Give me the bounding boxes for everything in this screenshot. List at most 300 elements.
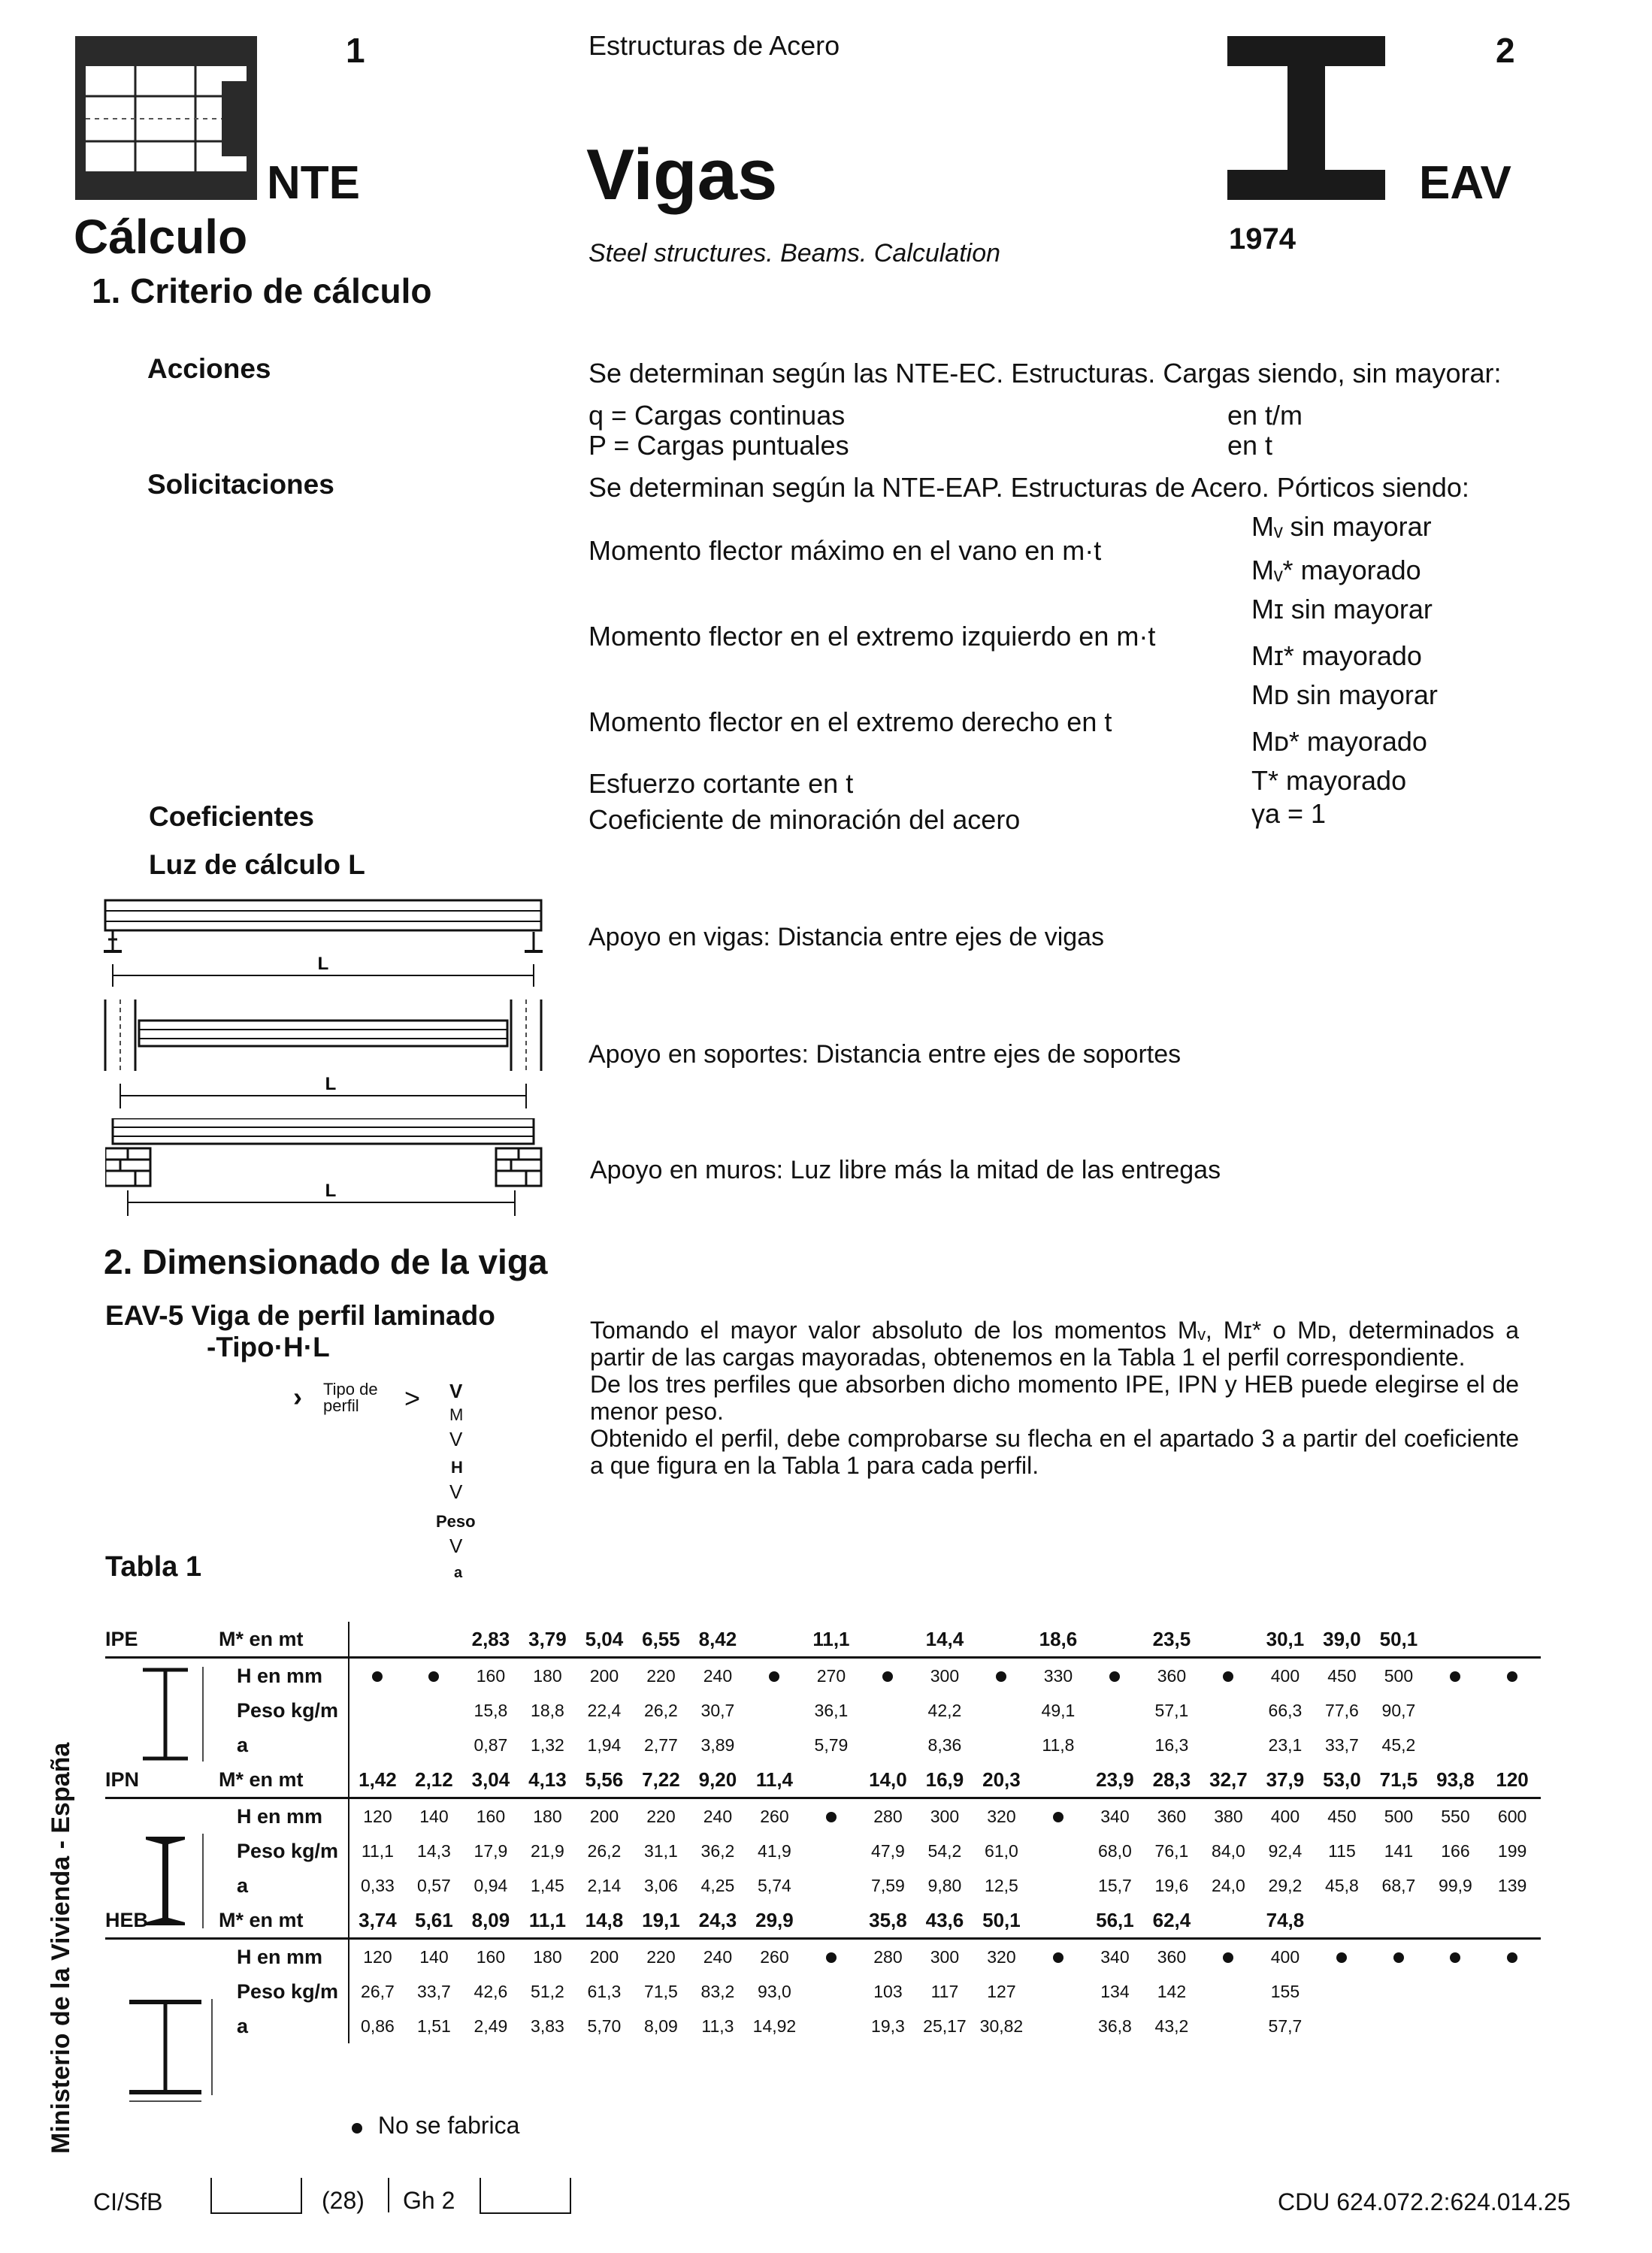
no-fabrica-dot-icon <box>1053 1812 1064 1822</box>
h-row-label: H en mm <box>219 1658 349 1694</box>
m-cell <box>1200 1903 1257 1939</box>
peso-row-label: Peso kg/m <box>237 1979 339 2003</box>
h-cell: 380 <box>1200 1798 1257 1834</box>
no-fabrica-dot-icon <box>996 1671 1006 1682</box>
m-row-label: M* en mt <box>219 1627 304 1650</box>
profile-name: IPN <box>105 1768 140 1791</box>
h-cell <box>406 1658 463 1694</box>
luz-label: Luz de cálculo L <box>149 849 365 880</box>
diagram-L-label: L <box>317 954 329 974</box>
h-cell <box>1030 1939 1087 1975</box>
m-cell <box>1484 1903 1541 1939</box>
legend <box>352 2112 519 2140</box>
a-cell: 23,1 <box>1268 1734 1303 1755</box>
m-cell: 23,5 <box>1152 1627 1191 1650</box>
a-cell <box>803 2009 860 2043</box>
h-cell: 500 <box>1370 1798 1427 1834</box>
m-cell: 14,0 <box>869 1768 907 1791</box>
peso-cell: 77,6 <box>1325 1700 1359 1720</box>
h-cell: 320 <box>973 1939 1030 1975</box>
h-cell: 280 <box>860 1939 917 1975</box>
a-cell: 0,87 <box>474 1734 508 1755</box>
peso-cell: 61,0 <box>985 1840 1018 1861</box>
peso-cell <box>1427 1974 1484 2009</box>
a-cell: 45,2 <box>1381 1734 1416 1755</box>
solicitaciones-text: Se determinan según la NTE-EAP. Estructuras de Acero. Pórticos siendo: <box>588 472 1469 503</box>
h-cell <box>1314 1939 1371 1975</box>
flow-chevron-icon: › <box>293 1381 302 1412</box>
h-cell <box>803 1798 860 1834</box>
h-cell: 300 <box>916 1658 973 1694</box>
a-cell: 4,25 <box>700 1875 735 1895</box>
a-cell: 8,36 <box>927 1734 962 1755</box>
peso-row-label: Peso kg/m <box>237 1839 339 1862</box>
m-cell: 19,1 <box>642 1908 680 1931</box>
h-cell: 220 <box>633 1798 690 1834</box>
h-cell: 450 <box>1314 1658 1371 1694</box>
peso-cell: 92,4 <box>1268 1840 1303 1861</box>
acciones-q: q = Cargas continuas <box>588 400 846 431</box>
a-cell: 29,2 <box>1268 1875 1303 1895</box>
table-row <box>105 2009 1541 2043</box>
a-cell: 11,3 <box>701 2016 734 2036</box>
peso-cell: 68,0 <box>1098 1840 1132 1861</box>
a-cell <box>1087 1728 1144 1762</box>
a-cell: 8,09 <box>644 2016 678 2036</box>
m-cell: 20,3 <box>982 1768 1021 1791</box>
peso-cell: 61,3 <box>587 1981 622 2001</box>
a-cell: 45,8 <box>1325 1875 1359 1895</box>
mi-desc: Momento flector en el extremo izquierdo en m·t <box>588 621 1156 652</box>
h-cell: 300 <box>916 1798 973 1834</box>
m-cell: 7,22 <box>642 1768 680 1791</box>
h-cell: 120 <box>349 1798 406 1834</box>
a-cell: 0,57 <box>417 1875 451 1895</box>
m-cell: 5,56 <box>585 1768 624 1791</box>
no-fabrica-dot-icon <box>1507 1671 1517 1682</box>
m-cell: 50,1 <box>1379 1627 1418 1650</box>
peso-cell <box>1427 1693 1484 1728</box>
peso-cell: 26,7 <box>349 1974 406 2009</box>
flow-down-icon: V <box>449 1535 463 1557</box>
peso-cell: 41,9 <box>758 1840 791 1861</box>
heb-profile-icon <box>120 1994 225 2107</box>
peso-cell: 90,7 <box>1381 1700 1416 1720</box>
h-cell <box>1087 1658 1144 1694</box>
subtitle-en: Steel structures. Beams. Calculation <box>588 239 1001 268</box>
peso-cell: 36,1 <box>814 1700 849 1720</box>
m-cell: 2,12 <box>415 1768 453 1791</box>
a-cell: 5,79 <box>814 1734 849 1755</box>
h-cell: 330 <box>1030 1658 1087 1694</box>
peso-cell: 31,1 <box>644 1840 678 1861</box>
acciones-p: P = Cargas puntuales <box>588 430 849 461</box>
m-cell <box>803 1762 860 1798</box>
m-cell: 11,1 <box>528 1908 567 1931</box>
a-cell: 15,7 <box>1098 1875 1132 1895</box>
m-row-label: M* en mt <box>219 1768 304 1791</box>
h-cell <box>1200 1658 1257 1694</box>
h-cell <box>1200 1939 1257 1975</box>
peso-cell: 47,9 <box>871 1840 905 1861</box>
flow-m: M <box>449 1405 464 1424</box>
m-cell: 3,79 <box>528 1627 567 1650</box>
ministerio-vertical: Ministerio de la Vivienda - España <box>47 1742 75 2154</box>
h-cell: 120 <box>349 1939 406 1975</box>
m-cell: 14,8 <box>585 1908 624 1931</box>
a-cell <box>1200 1728 1257 1762</box>
section-2-heading: 2. Dimensionado de la viga <box>104 1242 548 1281</box>
no-fabrica-dot-icon <box>1507 1952 1517 1963</box>
tabla-1-grid <box>105 1622 1541 2043</box>
peso-cell <box>803 1974 860 2009</box>
a-cell <box>746 1728 803 1762</box>
profile-name: HEB <box>105 1908 149 1931</box>
a-cell: 0,94 <box>474 1875 508 1895</box>
no-fabrica-dot-icon <box>1336 1952 1347 1963</box>
page-title: Vigas <box>586 135 778 215</box>
h-cell: 360 <box>1143 1939 1200 1975</box>
a-row-label: a <box>237 2014 249 2037</box>
no-fabrica-dot-icon <box>1223 1671 1233 1682</box>
eav-logo <box>1227 36 1385 200</box>
table-row <box>105 1693 1541 1728</box>
a-cell: 11,8 <box>1042 1734 1075 1755</box>
peso-cell: 142 <box>1157 1981 1187 2001</box>
no-fabrica-dot-icon <box>1109 1671 1120 1682</box>
h-cell: 240 <box>689 1798 746 1834</box>
ipe-profile-icon <box>120 1662 218 1768</box>
mv-label: Mᵥ sin mayorar <box>1251 511 1432 542</box>
cisfb-label: CI/SfB <box>93 2188 163 2215</box>
peso-cell <box>406 1693 463 1728</box>
peso-cell: 134 <box>1100 1981 1130 2001</box>
a-cell: 36,8 <box>1098 2016 1132 2036</box>
m-cell: 28,3 <box>1152 1768 1191 1791</box>
peso-cell: 166 <box>1441 1840 1470 1861</box>
eav5-title-line2: -Tipo·H·L <box>207 1332 330 1362</box>
m-cell: 32,7 <box>1209 1768 1248 1791</box>
h-cell: 400 <box>1257 1939 1314 1975</box>
flow-h: H <box>451 1458 463 1477</box>
a-cell: 57,7 <box>1268 2016 1303 2036</box>
m-cell: 74,8 <box>1266 1908 1305 1931</box>
peso-cell: 36,2 <box>700 1840 735 1861</box>
mi-label: Mɪ sin mayorar <box>1251 594 1433 624</box>
h-cell <box>349 1658 406 1694</box>
coeficientes-desc: Coeficiente de minoración del acero <box>588 804 1021 835</box>
h-cell: 240 <box>689 1658 746 1694</box>
no-fabrica-dot-icon <box>769 1671 779 1682</box>
peso-cell <box>1030 1974 1087 2009</box>
a-cell: 7,59 <box>871 1875 905 1895</box>
peso-cell: 33,7 <box>417 1981 451 2001</box>
h-cell: 400 <box>1257 1658 1314 1694</box>
h-cell: 340 <box>1087 1798 1144 1834</box>
table-row <box>105 1903 1541 1939</box>
no-fabrica-dot-icon <box>372 1671 383 1682</box>
t-star-label: T* mayorado <box>1251 765 1407 796</box>
table-row <box>105 1974 1541 2009</box>
h-row-label: H en mm <box>219 1798 349 1834</box>
a-cell: 1,51 <box>417 2016 451 2036</box>
md-label: Mᴅ sin mayorar <box>1251 679 1438 710</box>
h-cell: 600 <box>1484 1798 1541 1834</box>
h-cell: 200 <box>576 1939 633 1975</box>
beam-on-beams-diagram <box>98 893 549 990</box>
m-cell: 14,4 <box>925 1627 964 1650</box>
peso-cell: 199 <box>1497 1840 1527 1861</box>
h-cell: 180 <box>519 1939 576 1975</box>
a-cell <box>349 1728 406 1762</box>
a-cell <box>1427 1728 1484 1762</box>
acciones-q-unit: en t/m <box>1227 400 1303 431</box>
h-cell <box>973 1658 1030 1694</box>
h-cell: 320 <box>973 1798 1030 1834</box>
a-cell: 3,89 <box>700 1734 735 1755</box>
flow-a: a <box>454 1565 463 1581</box>
a-cell: 24,0 <box>1212 1875 1245 1895</box>
section-1-heading: 1. Criterio de cálculo <box>92 271 432 310</box>
a-cell <box>1030 1868 1087 1903</box>
m-cell: 11,1 <box>812 1627 850 1650</box>
peso-cell: 84,0 <box>1212 1840 1245 1861</box>
peso-row-label: Peso kg/m <box>237 1698 339 1722</box>
m-cell: 5,61 <box>415 1908 453 1931</box>
m-cell: 16,9 <box>925 1768 964 1791</box>
m-cell <box>803 1903 860 1939</box>
m-cell: 35,8 <box>869 1908 907 1931</box>
peso-cell: 17,9 <box>474 1840 508 1861</box>
profile-name: IPE <box>105 1627 138 1650</box>
peso-cell <box>1200 1974 1257 2009</box>
h-cell: 260 <box>746 1798 803 1834</box>
a-cell <box>1314 2009 1371 2043</box>
h-cell: 400 <box>1257 1798 1314 1834</box>
table-row <box>105 1762 1541 1798</box>
nte-label: NTE <box>267 157 360 209</box>
m-cell: 120 <box>1496 1768 1529 1791</box>
m-cell <box>973 1622 1030 1658</box>
peso-cell: 21,9 <box>531 1840 564 1861</box>
peso-cell <box>1484 1974 1541 2009</box>
a-cell: 2,14 <box>587 1875 622 1895</box>
a-cell: 16,3 <box>1154 1734 1189 1755</box>
peso-cell: 117 <box>930 1981 959 2001</box>
peso-cell: 57,1 <box>1154 1700 1189 1720</box>
peso-cell: 93,0 <box>758 1981 791 2001</box>
flow-down-icon: V <box>449 1380 463 1402</box>
page-number-left: 1 <box>346 31 365 70</box>
a-cell: 139 <box>1497 1875 1527 1895</box>
t-desc: Esfuerzo cortante en t <box>588 768 854 799</box>
h-cell: 260 <box>746 1939 803 1975</box>
m-cell: 30,1 <box>1266 1627 1305 1650</box>
no-fabrica-dot-icon <box>1393 1952 1404 1963</box>
no-fabrica-dot-icon <box>1450 1952 1460 1963</box>
acciones-label: Acciones <box>147 353 271 384</box>
peso-cell: 26,2 <box>644 1700 678 1720</box>
h-cell: 240 <box>689 1939 746 1975</box>
mi-star-label: Mɪ* mayorado <box>1251 640 1422 671</box>
h-cell: 180 <box>519 1658 576 1694</box>
a-cell: 19,6 <box>1154 1875 1189 1895</box>
h-cell <box>1427 1939 1484 1975</box>
peso-cell: 15,8 <box>474 1700 508 1720</box>
peso-cell <box>1484 1693 1541 1728</box>
a-cell: 5,70 <box>587 2016 622 2036</box>
h-cell: 160 <box>462 1798 519 1834</box>
peso-cell: 66,3 <box>1268 1700 1303 1720</box>
a-cell <box>1200 2009 1257 2043</box>
peso-cell: 49,1 <box>1041 1700 1076 1720</box>
m-cell: 53,0 <box>1323 1768 1361 1791</box>
page-number-right: 2 <box>1496 31 1515 70</box>
a-cell: 1,94 <box>587 1734 622 1755</box>
h-cell: 280 <box>860 1798 917 1834</box>
table-row <box>105 1868 1541 1903</box>
m-cell <box>1370 1903 1427 1939</box>
peso-cell: 127 <box>987 1981 1016 2001</box>
no-fabrica-dot-icon <box>352 2123 362 2134</box>
a-cell <box>1030 2009 1087 2043</box>
m-cell: 93,8 <box>1436 1768 1475 1791</box>
peso-cell: 42,2 <box>927 1700 962 1720</box>
m-cell: 8,09 <box>471 1908 510 1931</box>
no-fabrica-dot-icon <box>1053 1952 1064 1963</box>
peso-cell: 11,1 <box>349 1834 406 1868</box>
h-cell: 500 <box>1370 1658 1427 1694</box>
h-cell: 140 <box>406 1798 463 1834</box>
m-cell: 2,83 <box>471 1627 510 1650</box>
m-cell: 50,1 <box>982 1908 1021 1931</box>
no-fabrica-dot-icon <box>882 1671 893 1682</box>
h-cell <box>803 1939 860 1975</box>
m-cell: 18,6 <box>1039 1627 1078 1650</box>
h-cell: 270 <box>803 1658 860 1694</box>
instruction-p3: Obtenido el perfil, debe comprobarse su flecha en el apartado 3 a partir del coeficiente a que figura en la Tabla 1 para cada perfil. <box>590 1425 1519 1479</box>
beam-on-walls-diagram <box>105 1118 556 1223</box>
a-cell <box>1484 1728 1541 1762</box>
a-cell: 43,2 <box>1154 2016 1189 2036</box>
peso-cell: 54,2 <box>927 1840 962 1861</box>
a-cell: 19,3 <box>871 2016 905 2036</box>
h-cell <box>1484 1939 1541 1975</box>
tabla-1 <box>105 1622 1541 2139</box>
peso-cell <box>973 1693 1030 1728</box>
h-cell: 200 <box>576 1658 633 1694</box>
m-cell: 24,3 <box>698 1908 737 1931</box>
a-cell: 0,86 <box>349 2009 406 2043</box>
mv-desc: Momento flector máximo en el vano en m·t <box>588 535 1102 566</box>
peso-cell <box>746 1693 803 1728</box>
m-cell: 23,9 <box>1096 1768 1134 1791</box>
peso-cell: 155 <box>1270 1981 1300 2001</box>
a-cell: 2,49 <box>474 2016 508 2036</box>
eav5-title-line1: EAV-5 Viga de perfil laminado <box>105 1300 495 1331</box>
peso-cell: 26,2 <box>587 1840 622 1861</box>
h-cell: 200 <box>576 1798 633 1834</box>
h-cell <box>1030 1798 1087 1834</box>
diagram-L-label: L <box>325 1074 337 1094</box>
a-cell: 30,82 <box>979 2016 1024 2036</box>
m-cell <box>1200 1622 1257 1658</box>
instructions <box>590 1317 1519 1479</box>
flow-down-icon: V <box>449 1428 463 1450</box>
eav-code: EAV <box>1419 157 1511 209</box>
a-cell: 1,32 <box>531 1734 564 1755</box>
a-cell: 5,74 <box>758 1875 791 1895</box>
h-cell: 180 <box>519 1798 576 1834</box>
no-fabrica-dot-icon <box>1450 1671 1460 1682</box>
h-cell <box>1370 1939 1427 1975</box>
instruction-p2: De los tres perfiles que absorben dicho momento IPE, IPN y HEB puede elegirse el de menor peso. <box>590 1371 1519 1425</box>
solicitaciones-label: Solicitaciones <box>147 469 334 500</box>
peso-cell <box>860 1693 917 1728</box>
peso-cell <box>803 1834 860 1868</box>
table-row <box>105 1622 1541 1658</box>
apoyo-muros-text: Apoyo en muros: Luz libre más la mitad de las entregas <box>590 1156 1221 1184</box>
table-row <box>105 1658 1541 1694</box>
m-cell <box>860 1622 917 1658</box>
h-row-label: H en mm <box>219 1939 349 1975</box>
a-cell <box>1427 2009 1484 2043</box>
h-cell: 220 <box>633 1658 690 1694</box>
h-cell: 160 <box>462 1939 519 1975</box>
peso-cell <box>1030 1834 1087 1868</box>
h-cell: 340 <box>1087 1939 1144 1975</box>
flow-down-icon: V <box>449 1480 463 1503</box>
m-cell: 3,04 <box>471 1768 510 1791</box>
peso-cell: 71,5 <box>644 1981 678 2001</box>
h-cell: 160 <box>462 1658 519 1694</box>
apoyo-vigas-text: Apoyo en vigas: Distancia entre ejes de vigas <box>588 923 1105 951</box>
m-cell: 71,5 <box>1379 1768 1418 1791</box>
series-title: Estructuras de Acero <box>588 30 840 61</box>
a-cell <box>1370 2009 1427 2043</box>
flow-perfil: perfil <box>323 1396 359 1415</box>
h-cell: 360 <box>1143 1798 1200 1834</box>
a-cell: 68,7 <box>1381 1875 1416 1895</box>
m-cell <box>746 1622 803 1658</box>
table-row <box>105 1834 1541 1868</box>
h-cell <box>860 1658 917 1694</box>
m-cell: 6,55 <box>642 1627 680 1650</box>
peso-cell <box>1200 1693 1257 1728</box>
no-fabrica-dot-icon <box>428 1671 439 1682</box>
a-cell: 33,7 <box>1325 1734 1359 1755</box>
a-cell: 2,77 <box>644 1734 678 1755</box>
a-cell <box>860 1728 917 1762</box>
cisfb-box-4 <box>480 2178 571 2214</box>
tabla-title: Tabla 1 <box>105 1551 202 1583</box>
m-cell: 56,1 <box>1096 1908 1134 1931</box>
no-fabrica-dot-icon <box>1223 1952 1233 1963</box>
m-cell: 11,4 <box>755 1768 794 1791</box>
year: 1974 <box>1229 222 1296 256</box>
peso-cell: 141 <box>1384 1840 1414 1861</box>
a-cell <box>973 1728 1030 1762</box>
cdu-code: CDU 624.072.2:624.014.25 <box>1278 2188 1571 2215</box>
a-row-label: a <box>237 1733 249 1756</box>
cisfb-box-1 <box>210 2178 302 2214</box>
m-cell <box>349 1622 406 1658</box>
peso-cell: 76,1 <box>1154 1840 1189 1861</box>
peso-cell: 18,8 <box>531 1700 564 1720</box>
m-cell <box>1427 1622 1484 1658</box>
a-cell <box>803 1868 860 1903</box>
cisfb-box-2: (28) <box>322 2187 365 2214</box>
